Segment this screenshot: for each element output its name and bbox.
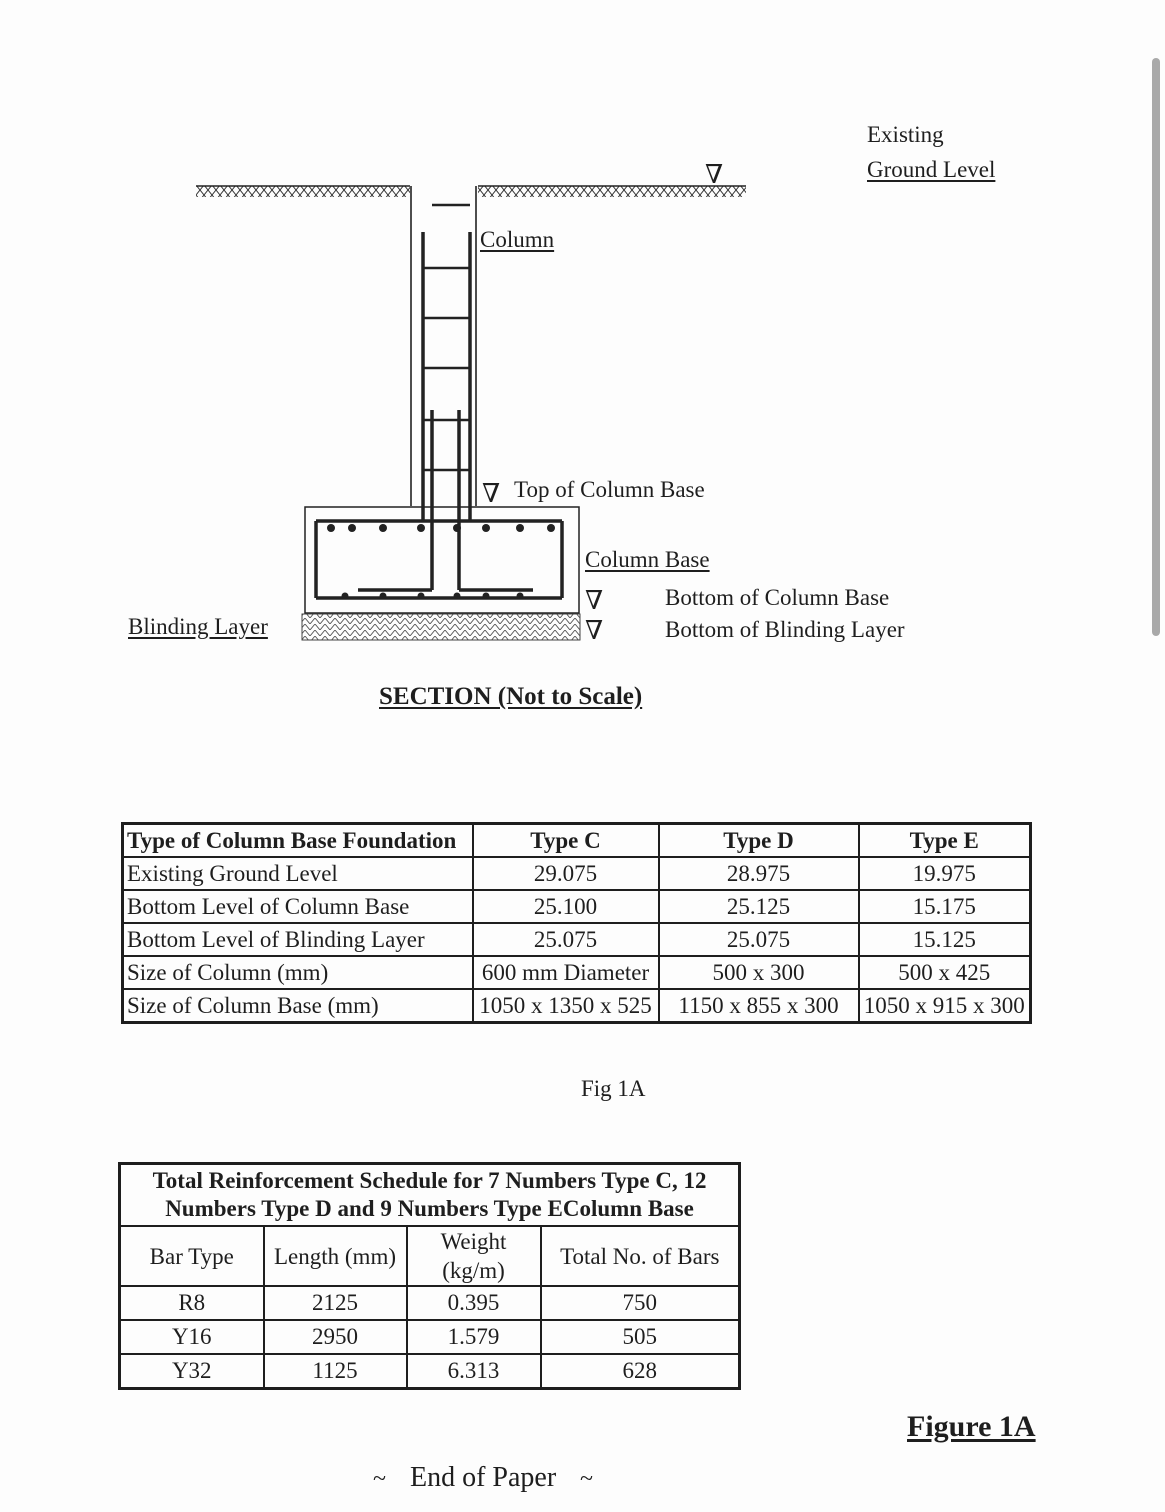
- table-row: [120, 1286, 740, 1320]
- cell: 15.175: [859, 890, 1031, 923]
- cell: 600 mm Diameter: [473, 956, 659, 989]
- ground-level-marker-icon: ∇: [705, 160, 724, 189]
- scrollbar-thumb[interactable]: [1152, 58, 1160, 636]
- cell: R8: [120, 1286, 264, 1320]
- cell: 505: [541, 1320, 740, 1354]
- blinding-layer-label: Blinding Layer: [128, 614, 268, 639]
- schedule-caption-line2: Numbers Type D and 9 Numbers Type EColumn Base: [165, 1196, 694, 1221]
- cell: 500 x 425: [859, 956, 1031, 989]
- row-label: Bottom Level of Blinding Layer: [123, 923, 473, 956]
- header-bar-type: Bar Type: [120, 1226, 264, 1286]
- row-label: Size of Column (mm): [123, 956, 473, 989]
- row-label: Existing Ground Level: [123, 857, 473, 890]
- cell: 1050 x 1350 x 525: [473, 989, 659, 1023]
- header-weight: [407, 1226, 541, 1286]
- table-header-row: [120, 1226, 740, 1286]
- cell: 500 x 300: [659, 956, 859, 989]
- rebar-dots-top: [327, 524, 555, 532]
- header-type-c: Type C: [473, 824, 659, 858]
- top-of-column-base-label: Top of Column Base: [514, 477, 705, 502]
- cell: 25.075: [473, 923, 659, 956]
- header-type-e: Type E: [859, 824, 1031, 858]
- cell: 28.975: [659, 857, 859, 890]
- bottom-of-blinding-marker-icon: ∇: [585, 616, 604, 645]
- column-base-label: Column Base: [585, 547, 710, 572]
- header-length: Length (mm): [264, 1226, 407, 1286]
- schedule-caption-line1: Total Reinforcement Schedule for 7 Numbers Type C, 12: [152, 1168, 707, 1193]
- header-weight-line1: Weight: [440, 1229, 507, 1254]
- existing-label-line1: Existing: [867, 122, 944, 147]
- top-of-base-marker-icon: ∇: [482, 479, 501, 508]
- header-type-d: Type D: [659, 824, 859, 858]
- fig-caption: Fig 1A: [581, 1076, 646, 1101]
- cell: 1125: [264, 1354, 407, 1389]
- cell: 6.313: [407, 1354, 541, 1389]
- table-row: [123, 857, 1031, 890]
- table-row: [120, 1320, 740, 1354]
- cell: 19.975: [859, 857, 1031, 890]
- header-total-bars: Total No. of Bars: [541, 1226, 740, 1286]
- column-outline: [411, 186, 476, 506]
- ground-level-label: Ground Level: [867, 157, 996, 182]
- section-title: SECTION (Not to Scale): [379, 683, 643, 710]
- cell: 750: [541, 1286, 740, 1320]
- table-row: [123, 989, 1031, 1023]
- cell: 2950: [264, 1320, 407, 1354]
- blinding-layer-hatch: [302, 614, 580, 640]
- table-row: [123, 923, 1031, 956]
- footer-tilde-right: ~: [580, 1466, 593, 1492]
- reinforcement-schedule-table: [118, 1162, 741, 1390]
- figure-label: Figure 1A: [907, 1410, 1036, 1443]
- cell: 25.075: [659, 923, 859, 956]
- bottom-of-base-marker-icon: ∇: [585, 586, 604, 615]
- row-label: Size of Column Base (mm): [123, 989, 473, 1023]
- cell: 2125: [264, 1286, 407, 1320]
- cell: 0.395: [407, 1286, 541, 1320]
- header-type-of-foundation: Type of Column Base Foundation: [123, 824, 473, 858]
- table-row: [120, 1354, 740, 1389]
- section-diagram: [0, 0, 1165, 720]
- bottom-of-column-base-label: Bottom of Column Base: [665, 585, 890, 610]
- footer-tilde-left: ~: [373, 1466, 386, 1492]
- table-row: [123, 956, 1031, 989]
- bottom-of-blinding-layer-label: Bottom of Blinding Layer: [665, 617, 905, 642]
- cell: 25.100: [473, 890, 659, 923]
- ground-surface-left: [196, 186, 410, 197]
- cell: 1050 x 915 x 300: [859, 989, 1031, 1023]
- cell: 29.075: [473, 857, 659, 890]
- cell: 25.125: [659, 890, 859, 923]
- cell: 628: [541, 1354, 740, 1389]
- row-label: Bottom Level of Column Base: [123, 890, 473, 923]
- cell: Y32: [120, 1354, 264, 1389]
- column-label: Column: [480, 227, 555, 252]
- end-of-paper: End of Paper: [410, 1462, 557, 1493]
- foundation-levels-table: [121, 822, 1032, 1024]
- table-row: [123, 890, 1031, 923]
- column-reinforcement: [358, 205, 533, 590]
- cell: Y16: [120, 1320, 264, 1354]
- schedule-caption: [120, 1164, 740, 1227]
- table-header-row: [123, 824, 1031, 858]
- cell: 1.579: [407, 1320, 541, 1354]
- cell: 1150 x 855 x 300: [659, 989, 859, 1023]
- cell: 15.125: [859, 923, 1031, 956]
- header-weight-line2: (kg/m): [442, 1258, 505, 1283]
- table-caption-row: [120, 1164, 740, 1227]
